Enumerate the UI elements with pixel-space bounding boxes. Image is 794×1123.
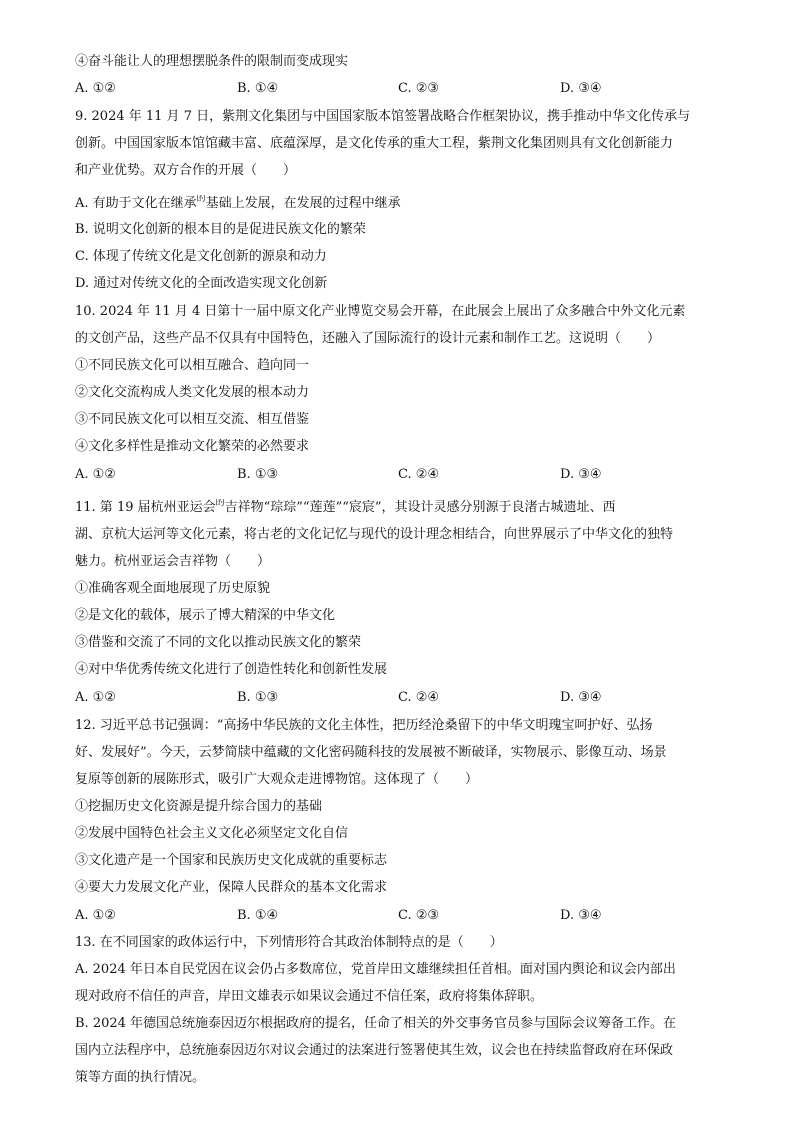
q11-stem-post: 吉祥物“琮琮”“莲莲”“宸宸”，其设计灵感分别源于良渚古城遗址、西 <box>224 500 616 515</box>
q12-stem-line-3: 复原等创新的展陈形式，吸引广大观众走进博物馆。这体现了（ ） <box>75 772 479 787</box>
q9-stem-line-3: 和产业优势。双方合作的开展（ ） <box>75 163 297 178</box>
q12-stem-line-1: 12. 习近平总书记强调：“高扬中华民族的文化主体性，把历经沧桑留下的中华文明瑰宝呵护好、弘扬 <box>75 718 653 733</box>
q10-stem-line-2: 的文创产品，这些产品不仅具有中国特色，还融入了国际流行的设计元素和制作工艺。这说明（ ） <box>75 331 661 346</box>
q11-option-b[interactable]: B. ①③ <box>237 690 279 705</box>
q10-option-a[interactable]: A. ①② <box>75 467 116 482</box>
q12-stem-line-2: 好、发展好”。今天，云梦简牍中蕴藏的文化密码随科技的发展被不断破译，实物展示、影像互动、场景 <box>75 745 667 760</box>
q13-option-b-line-2[interactable]: 国内立法程序中，总统施泰因迈尔对议会通过的法案进行签署使其生效，议会也在持续监督政府在环保政 <box>75 1043 674 1058</box>
q12-option-a[interactable]: A. ①② <box>75 908 116 923</box>
prev-option-b[interactable]: B. ①④ <box>237 81 279 96</box>
q13-option-a-line-2[interactable]: 现对政府不信任的声音，岸田文雄表示如果议会通过不信任案，政府将集体辞职。 <box>75 989 544 1004</box>
q9-option-a-sup: 的 <box>196 195 206 204</box>
q12-statement-2: ②发展中国特色社会主义文化必须坚定文化自信 <box>75 826 349 841</box>
q13-option-a-line-1[interactable]: A. 2024 年日本自民党因在议会仍占多数席位，党首岸田文雄继续担任首相。面对国内舆论和议会内部出 <box>75 962 676 977</box>
q12-statement-3: ③文化遗产是一个国家和民族历史文化成就的重要标志 <box>75 853 388 868</box>
q10-statement-1: ①不同民族文化可以相互融合、趋向同一 <box>75 358 310 373</box>
q11-stem-pre: 11. 第 19 届杭州亚运会 <box>75 500 216 515</box>
q11-statement-2: ②是文化的载体，展示了博大精深的中华文化 <box>75 608 336 623</box>
q9-option-a[interactable] <box>75 195 723 214</box>
q11-statement-4: ④对中华优秀传统文化进行了创造性转化和创新性发展 <box>75 662 388 677</box>
q13-option-b-line-1[interactable]: B. 2024 年德国总统施泰因迈尔根据政府的提名，任命了相关的外交事务官员参与国际会议筹备工作。在 <box>75 1016 677 1031</box>
q9-option-a-pre: A. 有助于文化在继承 <box>75 196 197 211</box>
q12-statement-4: ④要大力发展文化产业，保障人民群众的基本文化需求 <box>75 880 388 895</box>
q13-option-b-line-3[interactable]: 策等方面的执行情况。 <box>75 1070 206 1085</box>
prev-option-a[interactable]: A. ①② <box>75 81 116 96</box>
q11-option-a[interactable]: A. ①② <box>75 690 116 705</box>
q12-statement-1: ①挖掘历史文化资源是提升综合国力的基础 <box>75 799 323 814</box>
q10-option-b[interactable]: B. ①③ <box>237 467 279 482</box>
q11-statement-1: ①准确客观全面地展现了历史原貌 <box>75 581 271 596</box>
q9-stem-line-1: 9. 2024 年 11 月 7 日，紫荆文化集团与中国国家版本馆签署战略合作框架协议，携手推动中华文化传承与 <box>75 109 691 124</box>
q12-option-c[interactable]: C. ②③ <box>398 908 440 923</box>
q13-stem: 13. 在不同国家的政体运行中，下列情形符合其政治体制特点的是（ ） <box>75 935 503 950</box>
q10-statement-2: ②文化交流构成人类文化发展的根本动力 <box>75 385 310 400</box>
q10-statement-3: ③不同民族文化可以相互交流、相互借鉴 <box>75 412 310 427</box>
q11-stem-sup: 的 <box>215 499 225 508</box>
q12-option-d[interactable]: D. ③④ <box>560 908 602 923</box>
q11-stem-line-1 <box>75 499 723 518</box>
prev-option-d[interactable]: D. ③④ <box>560 81 602 96</box>
q10-statement-4: ④文化多样性是推动文化繁荣的必然要求 <box>75 439 310 454</box>
q10-option-d[interactable]: D. ③④ <box>560 467 602 482</box>
q9-option-c[interactable]: C. 体现了传统文化是文化创新的源泉和动力 <box>75 249 327 264</box>
q11-stem-line-2: 湖、京杭大运河等文化元素，将古老的文化记忆与现代的设计理念相结合，向世界展示了中华文化的独特 <box>75 527 674 542</box>
q9-option-d[interactable]: D. 通过对传统文化的全面改造实现文化创新 <box>75 276 328 291</box>
q11-stem-line-3: 魅力。杭州亚运会吉祥物（ ） <box>75 554 271 569</box>
q12-option-b[interactable]: B. ①④ <box>237 908 279 923</box>
prev-option-c[interactable]: C. ②③ <box>398 81 440 96</box>
q11-option-c[interactable]: C. ②④ <box>398 690 440 705</box>
prev-statement-4: ④奋斗能让人的理想摆脱条件的限制而变成现实 <box>75 54 349 69</box>
q10-option-c[interactable]: C. ②④ <box>398 467 440 482</box>
q9-stem-line-2: 创新。中国国家版本馆馆藏丰富、底蕴深厚，是文化传承的重大工程，紫荆文化集团则具有文化创新能力 <box>75 136 674 151</box>
q10-stem-line-1: 10. 2024 年 11 月 4 日第十一届中原文化产业博览交易会开幕，在此展会上展出了众多融合中外文化元素 <box>75 304 686 319</box>
q11-option-d[interactable]: D. ③④ <box>560 690 602 705</box>
q9-option-a-post: 基础上发展，在发展的过程中继承 <box>205 196 401 211</box>
q9-option-b[interactable]: B. 说明文化创新的根本目的是促进民族文化的繁荣 <box>75 222 366 237</box>
q11-statement-3: ③借鉴和交流了不同的文化以推动民族文化的繁荣 <box>75 635 362 650</box>
